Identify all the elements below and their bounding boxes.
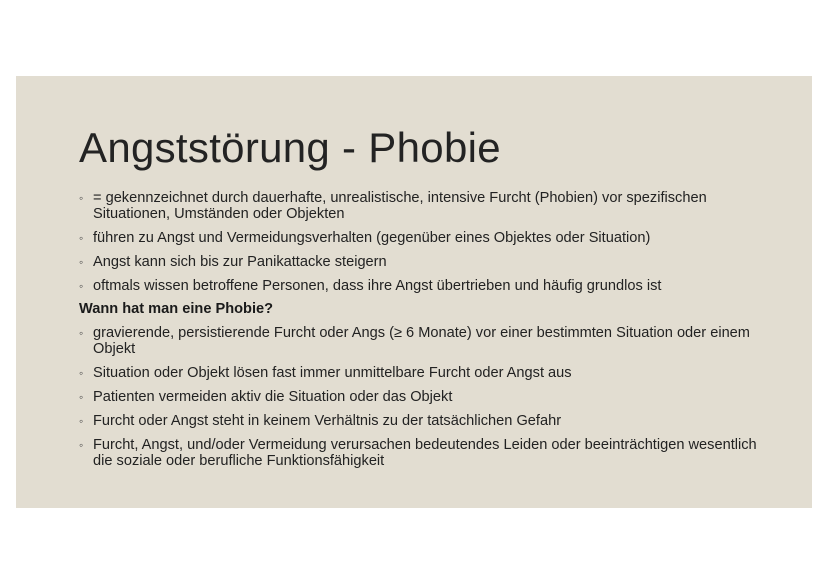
bullet-item xyxy=(79,230,779,246)
bullet-icon: ◦ xyxy=(79,414,84,428)
bullet-item xyxy=(79,278,779,294)
bullet-item xyxy=(79,254,779,270)
section-subheading: Wann hat man eine Phobie? xyxy=(79,301,274,317)
slide xyxy=(16,76,812,508)
bullet-text: führen zu Angst und Vermeidungsverhalten (gegenüber eines Objektes oder Situation) xyxy=(93,230,651,246)
bullet-text: Angst kann sich bis zur Panikattacke steigern xyxy=(93,254,387,270)
bullet-icon: ◦ xyxy=(79,326,84,340)
bullet-item xyxy=(79,190,779,222)
bullet-item xyxy=(79,413,779,429)
bullet-item xyxy=(79,389,779,405)
bullet-text: Patienten vermeiden aktiv die Situation oder das Objekt xyxy=(93,389,453,405)
bullet-icon: ◦ xyxy=(79,231,84,245)
slide-content xyxy=(79,190,779,477)
bullet-text: Situation oder Objekt lösen fast immer unmittelbare Furcht oder Angst aus xyxy=(93,365,572,381)
bullet-text: oftmals wissen betroffene Personen, dass ihre Angst übertrieben und häufig grundlos ist xyxy=(93,278,662,294)
intro-bullet-list xyxy=(79,190,779,294)
bullet-icon: ◦ xyxy=(79,191,84,205)
bullet-icon: ◦ xyxy=(79,390,84,404)
criteria-bullet-list xyxy=(79,325,779,469)
bullet-icon: ◦ xyxy=(79,255,84,269)
slide-title: Angststörung - Phobie xyxy=(79,124,501,171)
bullet-icon: ◦ xyxy=(79,438,84,452)
bullet-text: Furcht oder Angst steht in keinem Verhältnis zu der tatsächlichen Gefahr xyxy=(93,413,562,429)
bullet-icon: ◦ xyxy=(79,366,84,380)
bullet-icon: ◦ xyxy=(79,279,84,293)
bullet-item xyxy=(79,325,779,357)
bullet-text: gravierende, persistierende Furcht oder Angs (≥ 6 Monate) vor einer bestimmten Situation oder einem Objekt xyxy=(93,325,750,357)
bullet-text: Furcht, Angst, und/oder Vermeidung verursachen bedeutendes Leiden oder beeinträchtigen wesentlich die soziale oder berufliche Funktionsfähigkeit xyxy=(93,437,757,469)
bullet-text: = gekennzeichnet durch dauerhafte, unrealistische, intensive Furcht (Phobien) vor spezifischen Situationen, Umständen oder Objekten xyxy=(93,190,707,222)
bullet-item xyxy=(79,437,779,469)
bullet-item xyxy=(79,365,779,381)
